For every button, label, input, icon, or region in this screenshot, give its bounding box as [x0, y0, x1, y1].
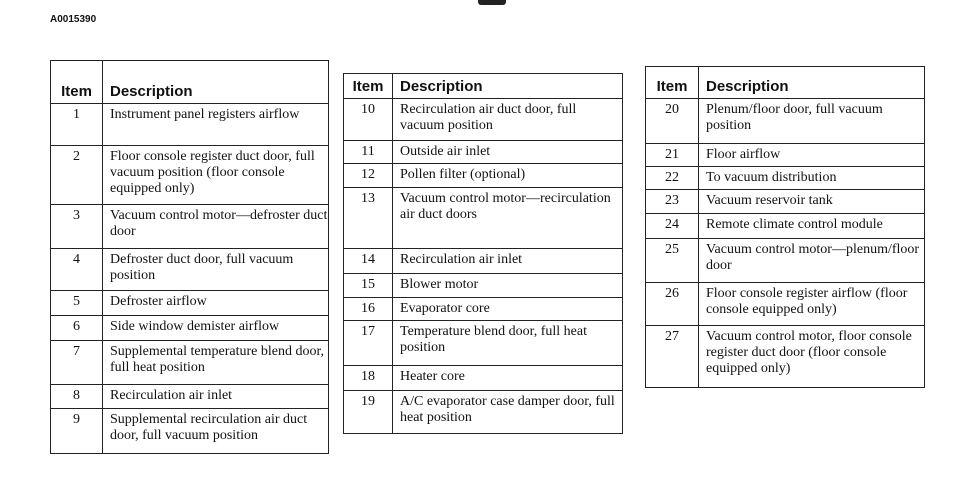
item-description: Floor airflow [706, 147, 781, 162]
item-description: To vacuum distribution [706, 170, 837, 185]
item-number: 18 [344, 366, 393, 390]
item-description: Side window demister airflow [110, 319, 280, 334]
page-edge-mark [478, 0, 506, 5]
item-description: Vacuum reservoir tank [706, 193, 833, 208]
item-number: 4 [51, 249, 103, 290]
item-description: Vacuum control motor—plenum/floor door [706, 242, 920, 273]
legend-table-1 [50, 60, 329, 454]
item-description: Supplemental temperature blend door, full heat position [110, 344, 325, 375]
table-row [344, 321, 622, 366]
table-row [344, 298, 622, 321]
table-row [646, 239, 924, 283]
item-number: 25 [646, 239, 699, 282]
item-description: Heater core [400, 369, 465, 384]
table-row [344, 99, 622, 141]
item-number: 3 [51, 205, 103, 248]
item-description: Pollen filter (optional) [400, 167, 526, 182]
item-number: 16 [344, 298, 393, 320]
table-row [344, 366, 622, 391]
item-description: A/C evaporator case damper door, full heat position [400, 394, 615, 425]
item-number: 13 [344, 188, 393, 248]
item-description: Defroster airflow [110, 294, 207, 309]
item-description: Supplemental recirculation air duct door, full vacuum position [110, 412, 308, 443]
item-description: Recirculation air inlet [110, 388, 233, 403]
description-header: Description [706, 78, 789, 95]
item-description: Blower motor [400, 277, 479, 292]
item-description: Outside air inlet [400, 144, 491, 159]
item-number: 17 [344, 321, 393, 365]
item-number: 11 [344, 141, 393, 163]
item-description: Instrument panel registers airflow [110, 107, 300, 122]
item-number: 5 [51, 291, 103, 315]
legend-table-2 [343, 73, 623, 434]
item-description: Vacuum control motor—defroster duct door [110, 208, 328, 239]
table-row [344, 141, 622, 164]
table-header [646, 67, 924, 99]
item-number: 23 [646, 190, 699, 213]
item-description: Vacuum control motor—recirculation air duct doors [400, 191, 611, 222]
figure-id: A0015390 [50, 14, 97, 25]
legend-table-3 [645, 66, 925, 388]
table-row [51, 205, 328, 249]
item-header: Item [51, 61, 103, 103]
item-number: 19 [344, 391, 393, 433]
item-number: 22 [646, 167, 699, 189]
table-row [51, 104, 328, 146]
table-row [646, 190, 924, 214]
item-number: 24 [646, 214, 699, 238]
item-description: Plenum/floor door, full vacuum position [706, 102, 883, 133]
table-row [344, 391, 622, 433]
item-number: 7 [51, 341, 103, 384]
item-number: 6 [51, 316, 103, 340]
table-row [51, 341, 328, 385]
table-row [646, 144, 924, 167]
item-number: 10 [344, 99, 393, 140]
item-number: 14 [344, 249, 393, 273]
item-number: 2 [51, 146, 103, 204]
table-row [646, 167, 924, 190]
item-number: 27 [646, 326, 699, 387]
table-row [51, 385, 328, 409]
item-description: Temperature blend door, full heat position [400, 324, 587, 355]
item-description: Evaporator core [400, 301, 490, 316]
table-row [646, 326, 924, 387]
item-number: 12 [344, 164, 393, 187]
table-row [51, 146, 328, 205]
item-description: Vacuum control motor, floor console register duct door (floor console equipped only) [706, 329, 912, 376]
table-row [646, 99, 924, 144]
item-number: 8 [51, 385, 103, 408]
table-row [344, 274, 622, 298]
item-description: Remote climate control module [706, 217, 883, 232]
table-row [51, 316, 328, 341]
table-row [51, 249, 328, 291]
item-number: 20 [646, 99, 699, 143]
item-header: Item [344, 74, 393, 98]
table-row [646, 214, 924, 239]
item-number: 9 [51, 409, 103, 453]
table-row [344, 188, 622, 249]
table-row [344, 164, 622, 188]
item-description: Defroster duct door, full vacuum position [110, 252, 294, 283]
item-number: 15 [344, 274, 393, 297]
table-row [51, 409, 328, 453]
table-row [344, 249, 622, 274]
item-description: Floor console register airflow (floor console equipped only) [706, 286, 908, 317]
item-number: 1 [51, 104, 103, 145]
item-number: 26 [646, 283, 699, 325]
item-number: 21 [646, 144, 699, 166]
table-header [344, 74, 622, 99]
description-header: Description [110, 83, 193, 100]
table-row [646, 283, 924, 326]
item-header: Item [646, 67, 699, 98]
item-description: Recirculation air duct door, full vacuum position [400, 102, 577, 133]
item-description: Floor console register duct door, full vacuum position (floor console equipped only) [110, 149, 315, 196]
item-description: Recirculation air inlet [400, 252, 523, 267]
table-header [51, 61, 328, 104]
description-header: Description [400, 78, 483, 95]
table-row [51, 291, 328, 316]
